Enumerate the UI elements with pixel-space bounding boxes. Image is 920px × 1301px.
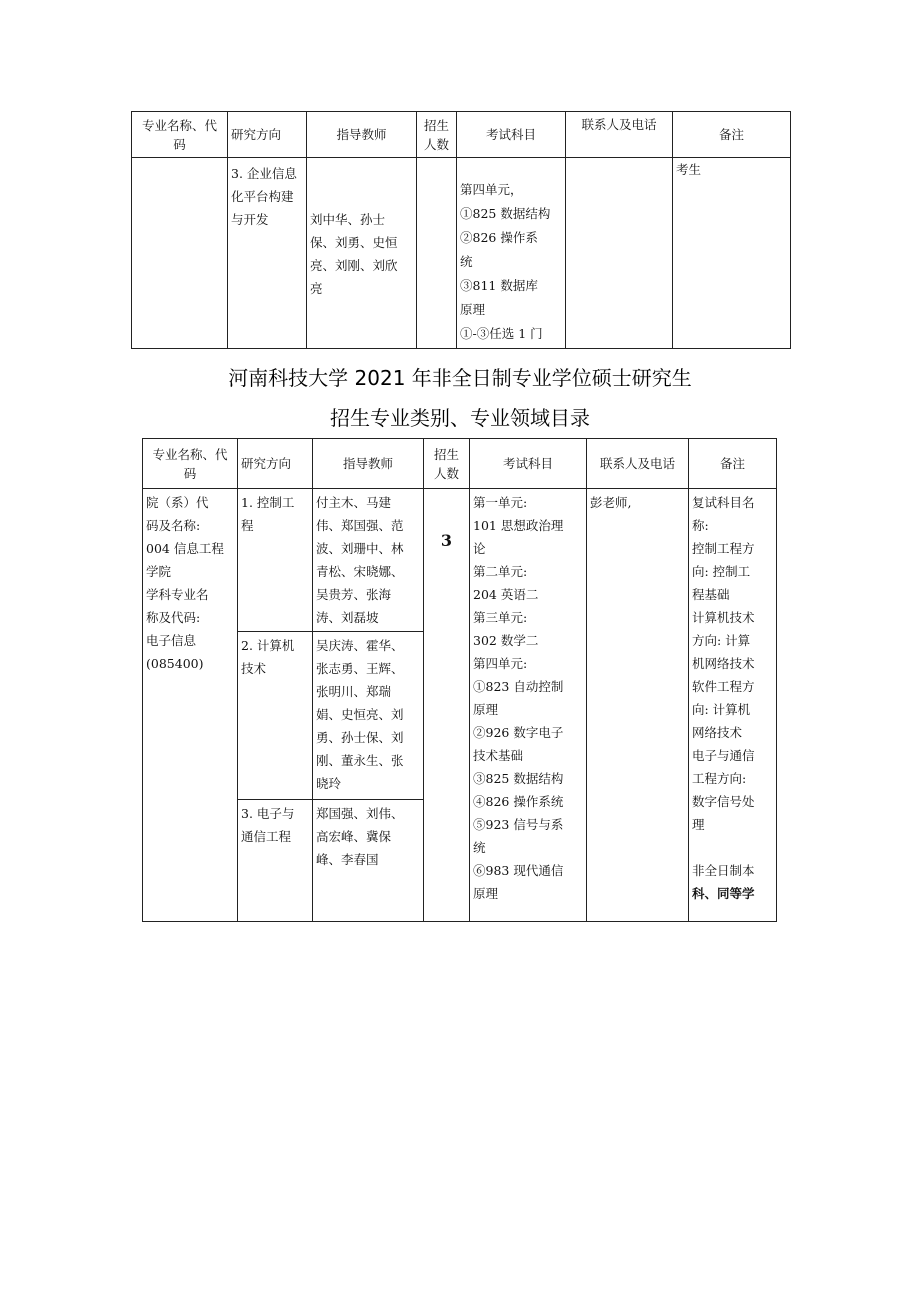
table-header-row	[143, 439, 777, 489]
header-quota: 招生 人数	[424, 439, 470, 489]
page-subtitle: 招生专业类别、专业领域目录	[330, 406, 590, 430]
notes-cell: 考生	[673, 158, 791, 349]
direction-cell: 3. 电子与 通信工程	[238, 800, 313, 922]
header-major: 专业名称、代 码	[143, 439, 238, 489]
catalog-table-continued	[131, 111, 791, 349]
direction-cell: 2. 计算机 技术	[238, 632, 313, 800]
advisor-cell: 吴庆涛、霍华、 张志勇、王辉、 张明川、郑瑞 娟、史恒亮、刘 勇、孙士保、刘 刚、董永生、张 晓玲	[313, 632, 424, 800]
header-notes: 备注	[673, 112, 791, 158]
header-major: 专业名称、代 码	[132, 112, 228, 158]
direction-cell: 3. 企业信息 化平台构建 与开发	[228, 158, 307, 349]
header-contact: 联系人及电话	[587, 439, 689, 489]
table-row	[143, 489, 777, 632]
header-direction: 研究方向	[228, 112, 307, 158]
major-cell: 院（系）代 码及名称: 004 信息工程 学院 学科专业名 称及代码: 电子信息 (085400)	[143, 489, 238, 922]
direction-cell: 1. 控制工 程	[238, 489, 313, 632]
header-quota: 招生 人数	[417, 112, 457, 158]
table-header-row	[132, 112, 791, 158]
exam-cell: 第四单元， ①825 数据结构 ②826 操作系 统 ③811 数据库 原理 ①-③任选 1 门	[457, 158, 566, 349]
contact-cell: 彭老师,	[587, 489, 689, 922]
header-advisor: 指导教师	[313, 439, 424, 489]
page-title: 河南科技大学 2021 年非全日制专业学位硕士研究生	[228, 366, 692, 390]
header-advisor: 指导教师	[307, 112, 417, 158]
header-exam: 考试科目	[470, 439, 587, 489]
table-row	[132, 158, 791, 349]
advisor-cell: 郑国强、刘伟、 高宏峰、冀保 峰、李春国	[313, 800, 424, 922]
contact-cell	[566, 158, 673, 349]
quota-cell	[417, 158, 457, 349]
advisor-cell: 刘中华、孙士 保、刘勇、史恒 亮、刘刚、刘欣 亮	[307, 158, 417, 349]
advisor-cell: 付主木、马建 伟、郑国强、范 波、刘珊中、林 青松、宋晓娜、 吴贵芳、张海 涛、刘磊坡	[313, 489, 424, 632]
notes-cell: 复试科目名 称: 控制工程方 向: 控制工 程基础 计算机技术 方向: 计算 机网络技术 软件工程方 向: 计算机 网络技术 电子与通信 工程方向: 数字信号处 理 非全日制本 科、同等学	[689, 489, 777, 922]
major-cell	[132, 158, 228, 349]
header-notes: 备注	[689, 439, 777, 489]
exam-cell: 第一单元: 101 思想政治理 论 第二单元: 204 英语二 第三单元: 302 数学二 第四单元: ①823 自动控制 原理 ②926 数字电子 技术基础 ③825 数据结构 ④826 操作系统 ⑤923 信号与系 统 ⑥983 现代通信 原理	[470, 489, 587, 922]
quota-cell: 3	[424, 489, 470, 922]
header-direction: 研究方向	[238, 439, 313, 489]
notes-bold-text: 科、同等学	[692, 886, 755, 901]
header-contact: 联系人及电话	[566, 112, 673, 158]
header-exam: 考试科目	[457, 112, 566, 158]
catalog-table	[142, 438, 777, 922]
